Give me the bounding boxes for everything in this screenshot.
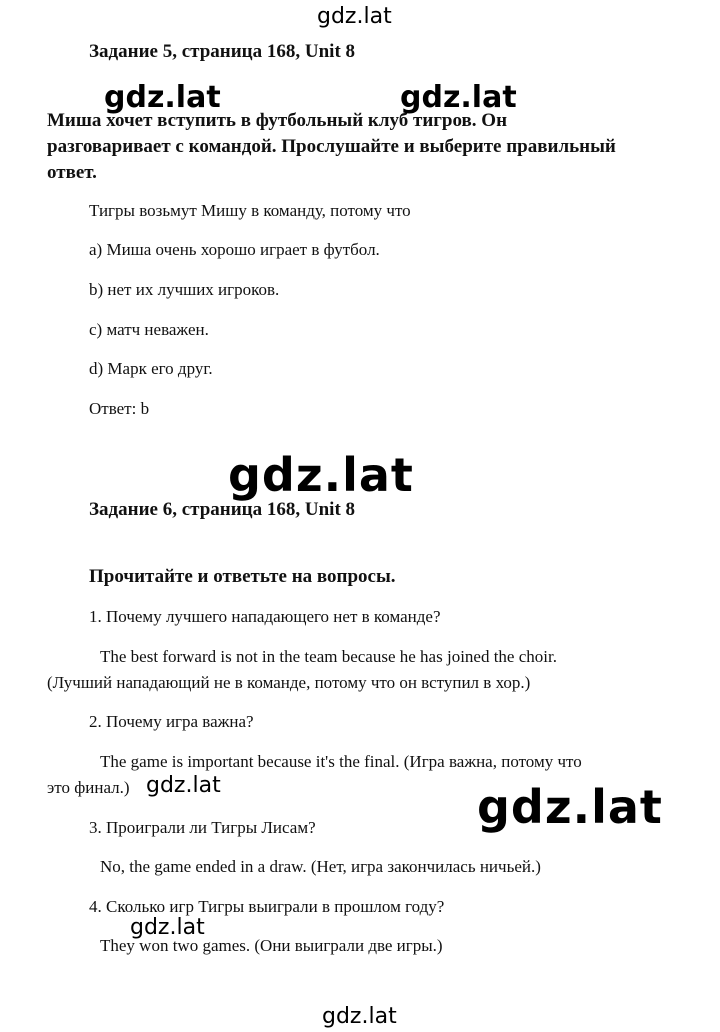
watermark-left: gdz.lat [104,80,221,115]
task6-answer-1-line1: The best forward is not in the team because he has joined the choir. [100,647,557,666]
task5-question: Тигры возьмут Мишу в команду, потому что [89,201,411,220]
watermark-top: gdz.lat [317,4,392,29]
task5-option-a: a) Миша очень хорошо играет в футбол. [89,240,380,259]
task6-answer-2-line2: это финал.) [47,778,130,797]
task5-option-c: c) матч неважен. [89,320,209,339]
task6-instruction: Прочитайте и ответьте на вопросы. [89,566,396,587]
task5-instruction-line3: ответ. [47,162,97,183]
task5-answer: Ответ: b [89,399,150,418]
task5-instruction-line2: разговаривает с командой. Прослушайте и выберите правильный [47,136,616,157]
task6-question-4: 4. Сколько игр Тигры выиграли в прошлом году? [89,897,445,916]
task6-question-3: 3. Проиграли ли Тигры Лисам? [89,818,316,837]
task6-answer-2-line1: The game is important because it's the final. (Игра важна, потому что [100,752,582,771]
task6-answer-1-line2: (Лучший нападающий не в команде, потому что он вступил в хор.) [47,673,531,692]
task6-question-1: 1. Почему лучшего нападающего нет в команде? [89,607,441,626]
watermark-center: gdz.lat [228,448,414,502]
task6-answer-4: They won two games. (Они выиграли две игры.) [100,936,443,955]
watermark-small: gdz.lat [130,915,205,940]
task5-title: Задание 5, страница 168, Unit 8 [89,41,356,62]
watermark-inline: gdz.lat [146,773,221,798]
task6-question-2: 2. Почему игра важна? [89,712,254,731]
task6-answer-3: No, the game ended in a draw. (Нет, игра закончилась ничьей.) [100,857,541,876]
watermark-bottom: gdz.lat [322,1004,397,1029]
watermark-right: gdz.lat [400,80,517,115]
task6-title: Задание 6, страница 168, Unit 8 [89,499,356,520]
watermark-large-right: gdz.lat [477,780,663,834]
task5-option-b: b) нет их лучших игроков. [89,280,280,299]
task5-instruction-line1: Миша хочет вступить в футбольный клуб тигров. Он [47,110,508,131]
task5-option-d: d) Марк его друг. [89,359,213,378]
